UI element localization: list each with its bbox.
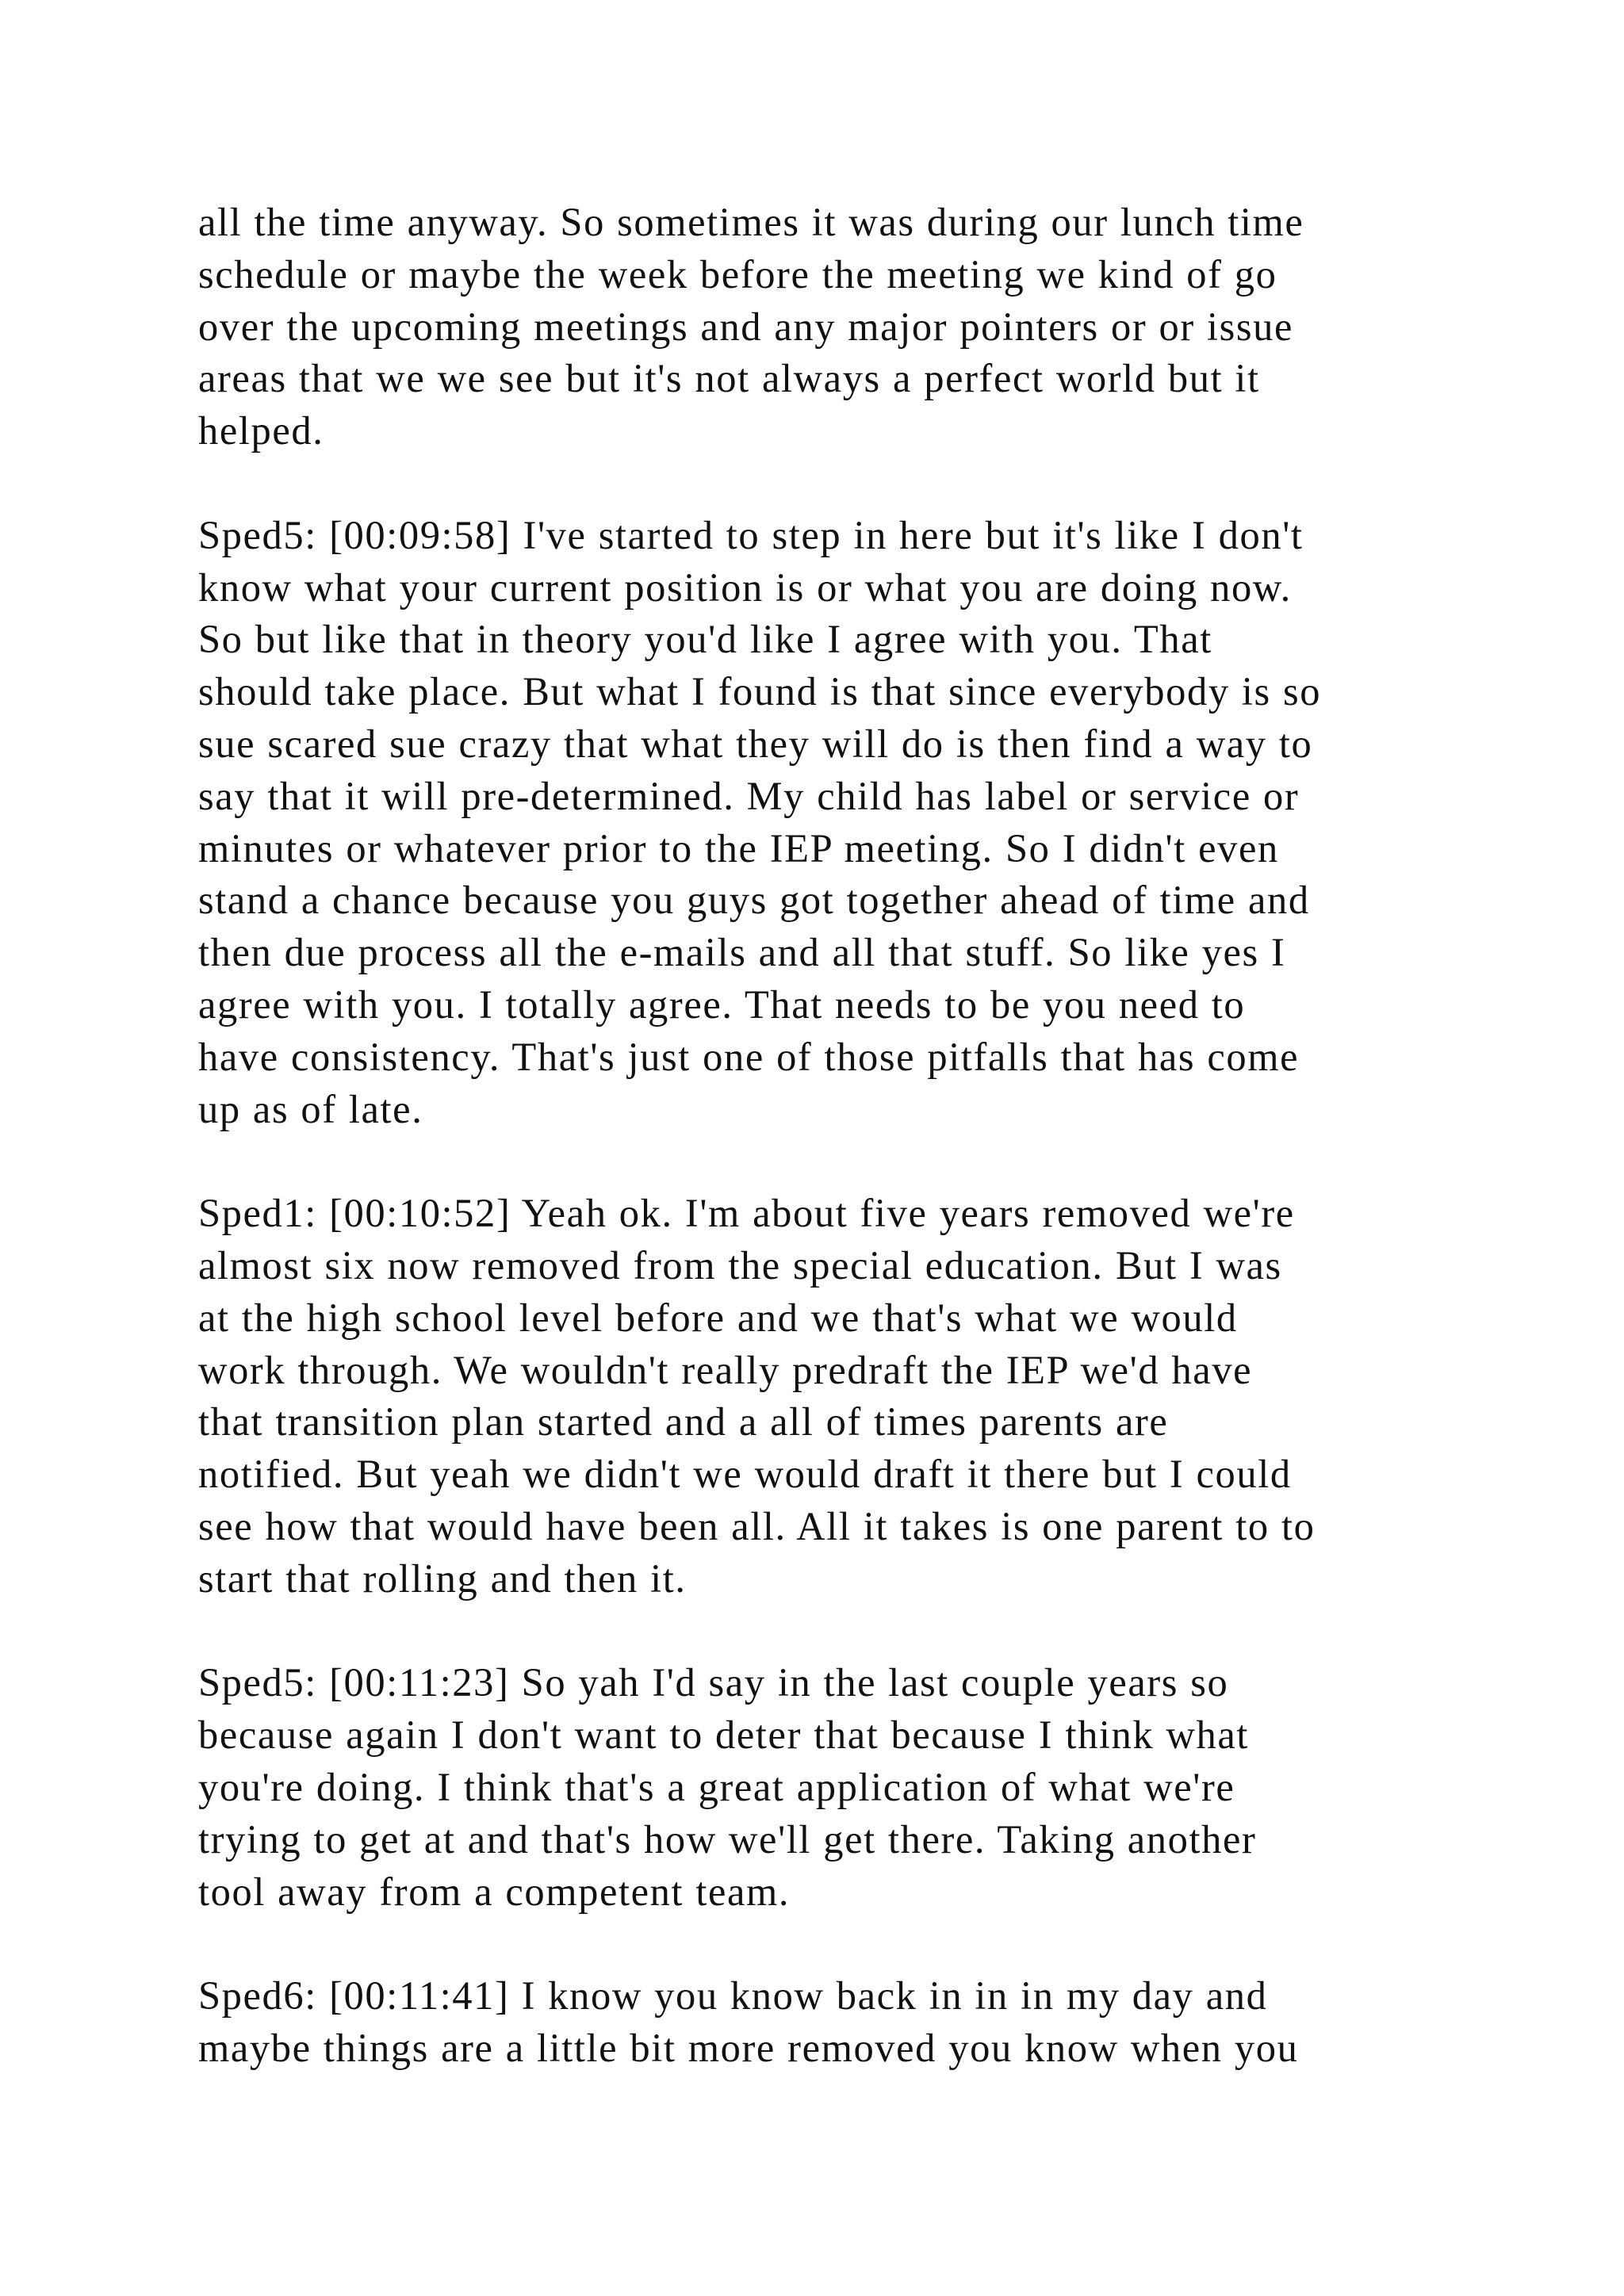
paragraph-sped1-001052: Sped1: [00:10:52] Yeah ok. I'm about five years removed we're almost six now removed from the special education. But I was at the high school level before and we that's what we would work through. We wouldn't really predraft the IEP we'd have that transition plan started and a all of times parents are notified. But yeah we didn't we would draft it there but I could see how that would have been all. All it takes is one parent to to start that rolling and then it. [198,1191,1316,1601]
paragraph-sped5-000958: Sped5: [00:09:58] I've started to step in here but it's like I don't know what your current position is or what you are doing now. So but like that in theory you'd like I agree with you. That should take place. But what I found is that since everybody is so sue scared sue crazy that what they will do is then find a way to say that it will pre-determined. My child has label or service or minutes or whatever prior to the IEP meeting. So I didn't even stand a chance because you guys got together ahead of time and then due process all the e-mails and all that stuff. So like yes I agree with you. I totally agree. That needs to be you need to have consistency. That's just one of those pitfalls that has come up as of late. [198,512,1322,1131]
document-body [198,197,1499,2126]
paragraph-sped6-001141: Sped6: [00:11:41] I know you know back in in in my day and maybe things are a little bit more removed you know when you [198,1973,1299,2070]
paragraph-continuation: all the time anyway. So sometimes it was during our lunch time schedule or maybe the week before the meeting we kind of go over the upcoming meetings and any major pointers or or issue areas that we we see but it's not always a perfect world but it helped. [198,200,1304,453]
paragraph-sped5-001123: Sped5: [00:11:23] So yah I'd say in the last couple years so because again I don't want to deter that because I think what you're doing. I think that's a great application of what we're trying to get at and that's how we'll get there. Taking another tool away from a competent team. [198,1660,1257,1914]
